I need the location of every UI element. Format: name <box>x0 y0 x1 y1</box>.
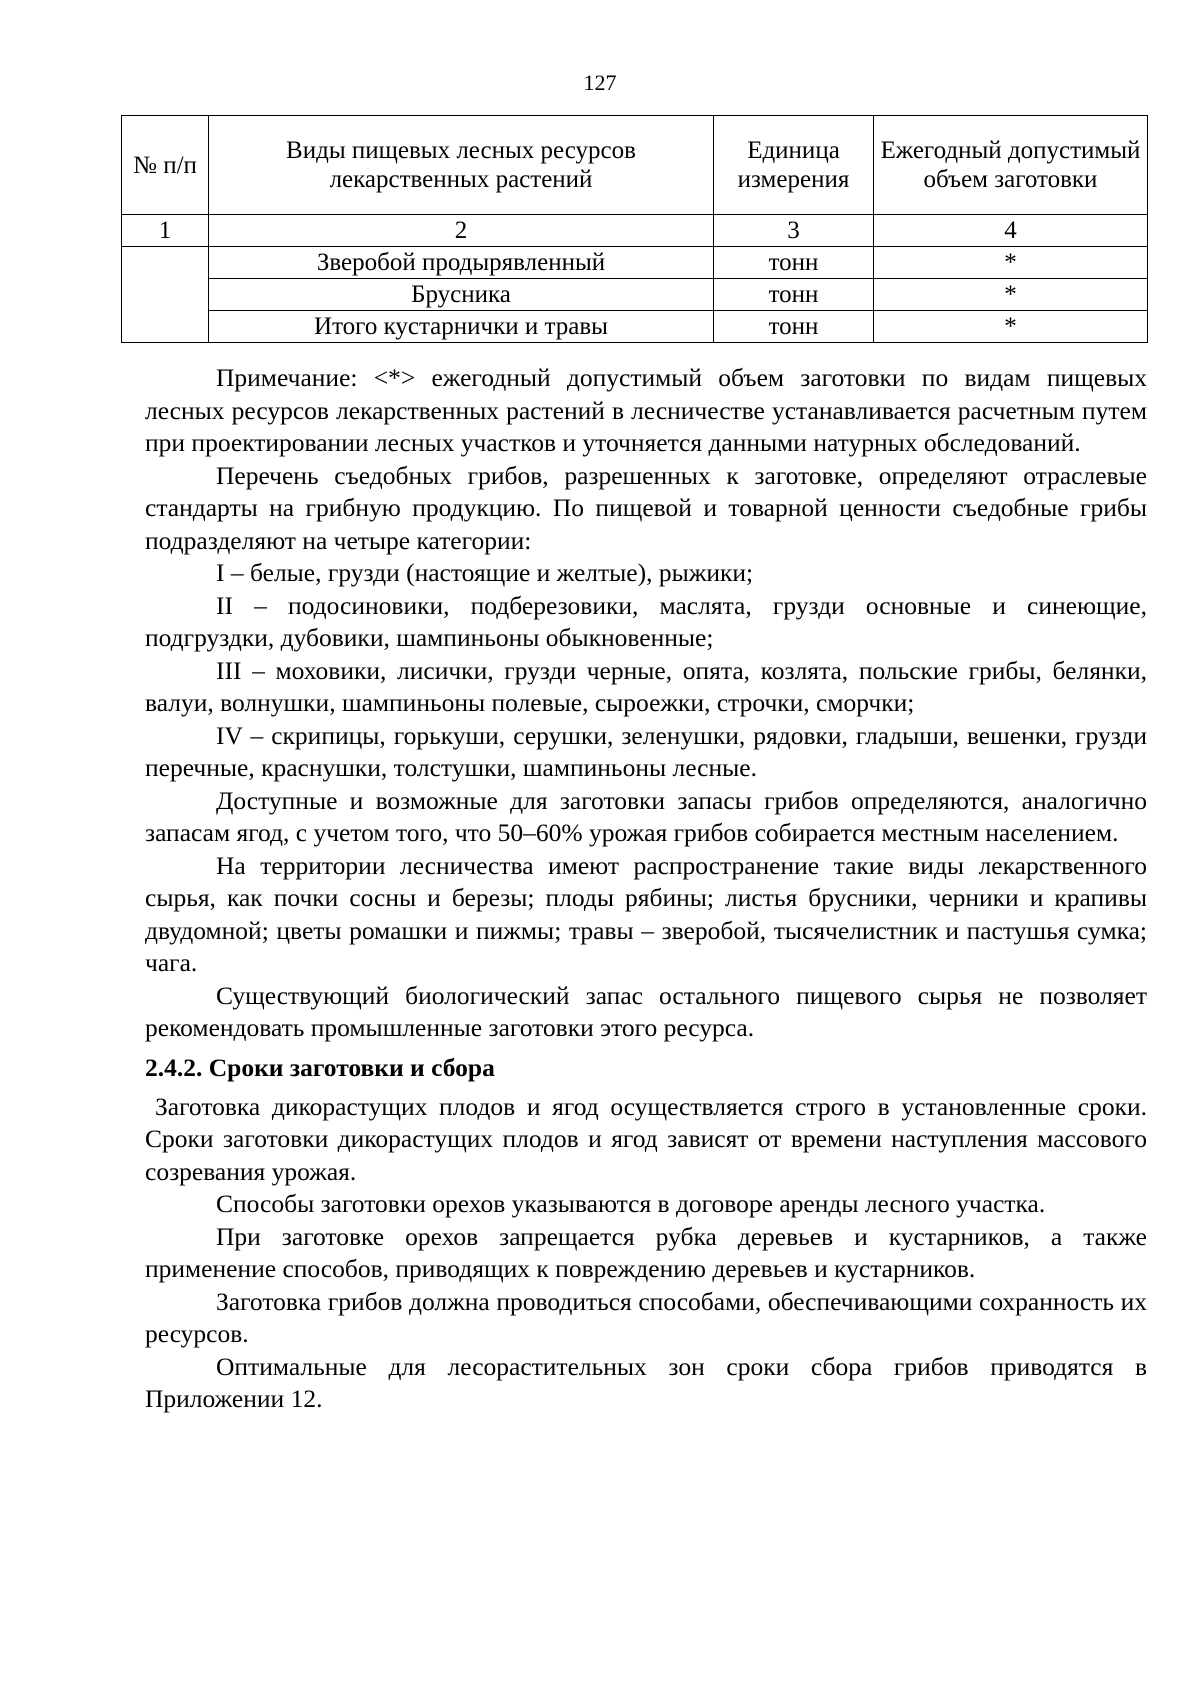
table-header-row <box>122 116 1148 215</box>
table-row <box>122 247 1148 279</box>
note-paragraph: Примечание: <*> ежегодный допустимый объем заготовки по видам пищевых лесных ресурсов лекарственных растений в лесничестве устанавливается расчетным путем при проектировании лесных участков и уточняется данными натурных обследований. <box>145 363 1147 457</box>
terms-paragraph-3: При заготовке орехов запрещается рубка деревьев и кустарников, а также применение способов, приводящих к повреждению деревьев и кустарников. <box>145 1221 1147 1283</box>
header-type: Виды пищевых лесных ресурсов лекарственных растений <box>209 116 714 215</box>
page-number: 127 <box>583 70 617 95</box>
row-type: Брусника <box>209 279 714 311</box>
mushroom-category-1: I – белые, грузди (настоящие и желтые), рыжики; <box>216 558 754 587</box>
row-volume: * <box>874 247 1148 279</box>
row-unit: тонн <box>714 311 874 343</box>
table-row <box>122 311 1148 343</box>
other-resources-paragraph: Существующий биологический запас остального пищевого сырья не позволяет рекомендовать промышленные заготовки этого ресурса. <box>145 980 1147 1042</box>
mushrooms-intro-paragraph: Перечень съедобных грибов, разрешенных к заготовке, определяют отраслевые стандарты на грибную продукцию. По пищевой и товарной ценности съедобные грибы подразделяют на четыре категории: <box>145 460 1147 555</box>
row-unit: тонн <box>714 247 874 279</box>
header-num: № п/п <box>122 116 209 215</box>
column-number: 4 <box>874 215 1148 247</box>
medicinal-paragraph: На территории лесничества имеют распространение такие виды лекарственного сырья, как почки сосны и березы; плоды рябины; листья брусники, черники и крапивы двудомной; цветы ромашки и пижмы; травы – зверобой, тысячелистник и пастушья сумка; чага. <box>145 850 1147 977</box>
body-text <box>145 362 1147 1416</box>
terms-paragraph-2: Способы заготовки орехов указываются в договоре аренды лесного участка. <box>216 1189 1046 1218</box>
row-unit: тонн <box>714 279 874 311</box>
row-volume: * <box>874 279 1148 311</box>
terms-paragraph-1: Заготовка дикорастущих плодов и ягод осуществляется строго в установленные сроки. Сроки заготовки дикорастущих плодов и ягод зависят от времени наступления массового созревания урожая. <box>145 1091 1147 1186</box>
reserves-paragraph: Доступные и возможные для заготовки запасы грибов определяются, аналогично запасам ягод, с учетом того, что 50–60% урожая грибов собирается местным населением. <box>145 785 1147 847</box>
mushroom-category-3: III – моховики, лисички, грузди черные, опята, козлята, польские грибы, белянки, валуи, волнушки, шампиньоны полевые, сыроежки, строчки, сморчки; <box>145 655 1147 717</box>
section-heading: 2.4.2. Сроки заготовки и сбора <box>145 1052 495 1082</box>
header-volume: Ежегодный допустимый объем заготовки <box>874 116 1148 215</box>
column-number: 3 <box>714 215 874 247</box>
column-number: 1 <box>122 215 209 247</box>
header-unit: Единица измерения <box>714 116 874 215</box>
table-row <box>122 279 1148 311</box>
row-volume: * <box>874 311 1148 343</box>
mushroom-category-4: IV – скрипицы, горькуши, серушки, зеленушки, рядовки, гладыши, вешенки, грузди перечные, краснушки, толстушки, шампиньоны лесные. <box>145 720 1147 782</box>
mushroom-category-2: II – подосиновики, подберезовики, маслята, грузди основные и синеющие, подгруздки, дубовики, шампиньоны обыкновенные; <box>145 590 1147 652</box>
column-number-row <box>122 215 1148 247</box>
terms-paragraph-4: Заготовка грибов должна проводиться способами, обеспечивающими сохранность их ресурсов. <box>145 1286 1147 1348</box>
row-num-cell <box>122 247 209 343</box>
terms-paragraph-5: Оптимальные для лесорастительных зон сроки сбора грибов приводятся в Приложении 12. <box>145 1351 1147 1413</box>
column-number: 2 <box>209 215 714 247</box>
row-type: Итого кустарнички и травы <box>209 311 714 343</box>
row-type: Зверобой продырявленный <box>209 247 714 279</box>
resource-table <box>121 115 1148 343</box>
